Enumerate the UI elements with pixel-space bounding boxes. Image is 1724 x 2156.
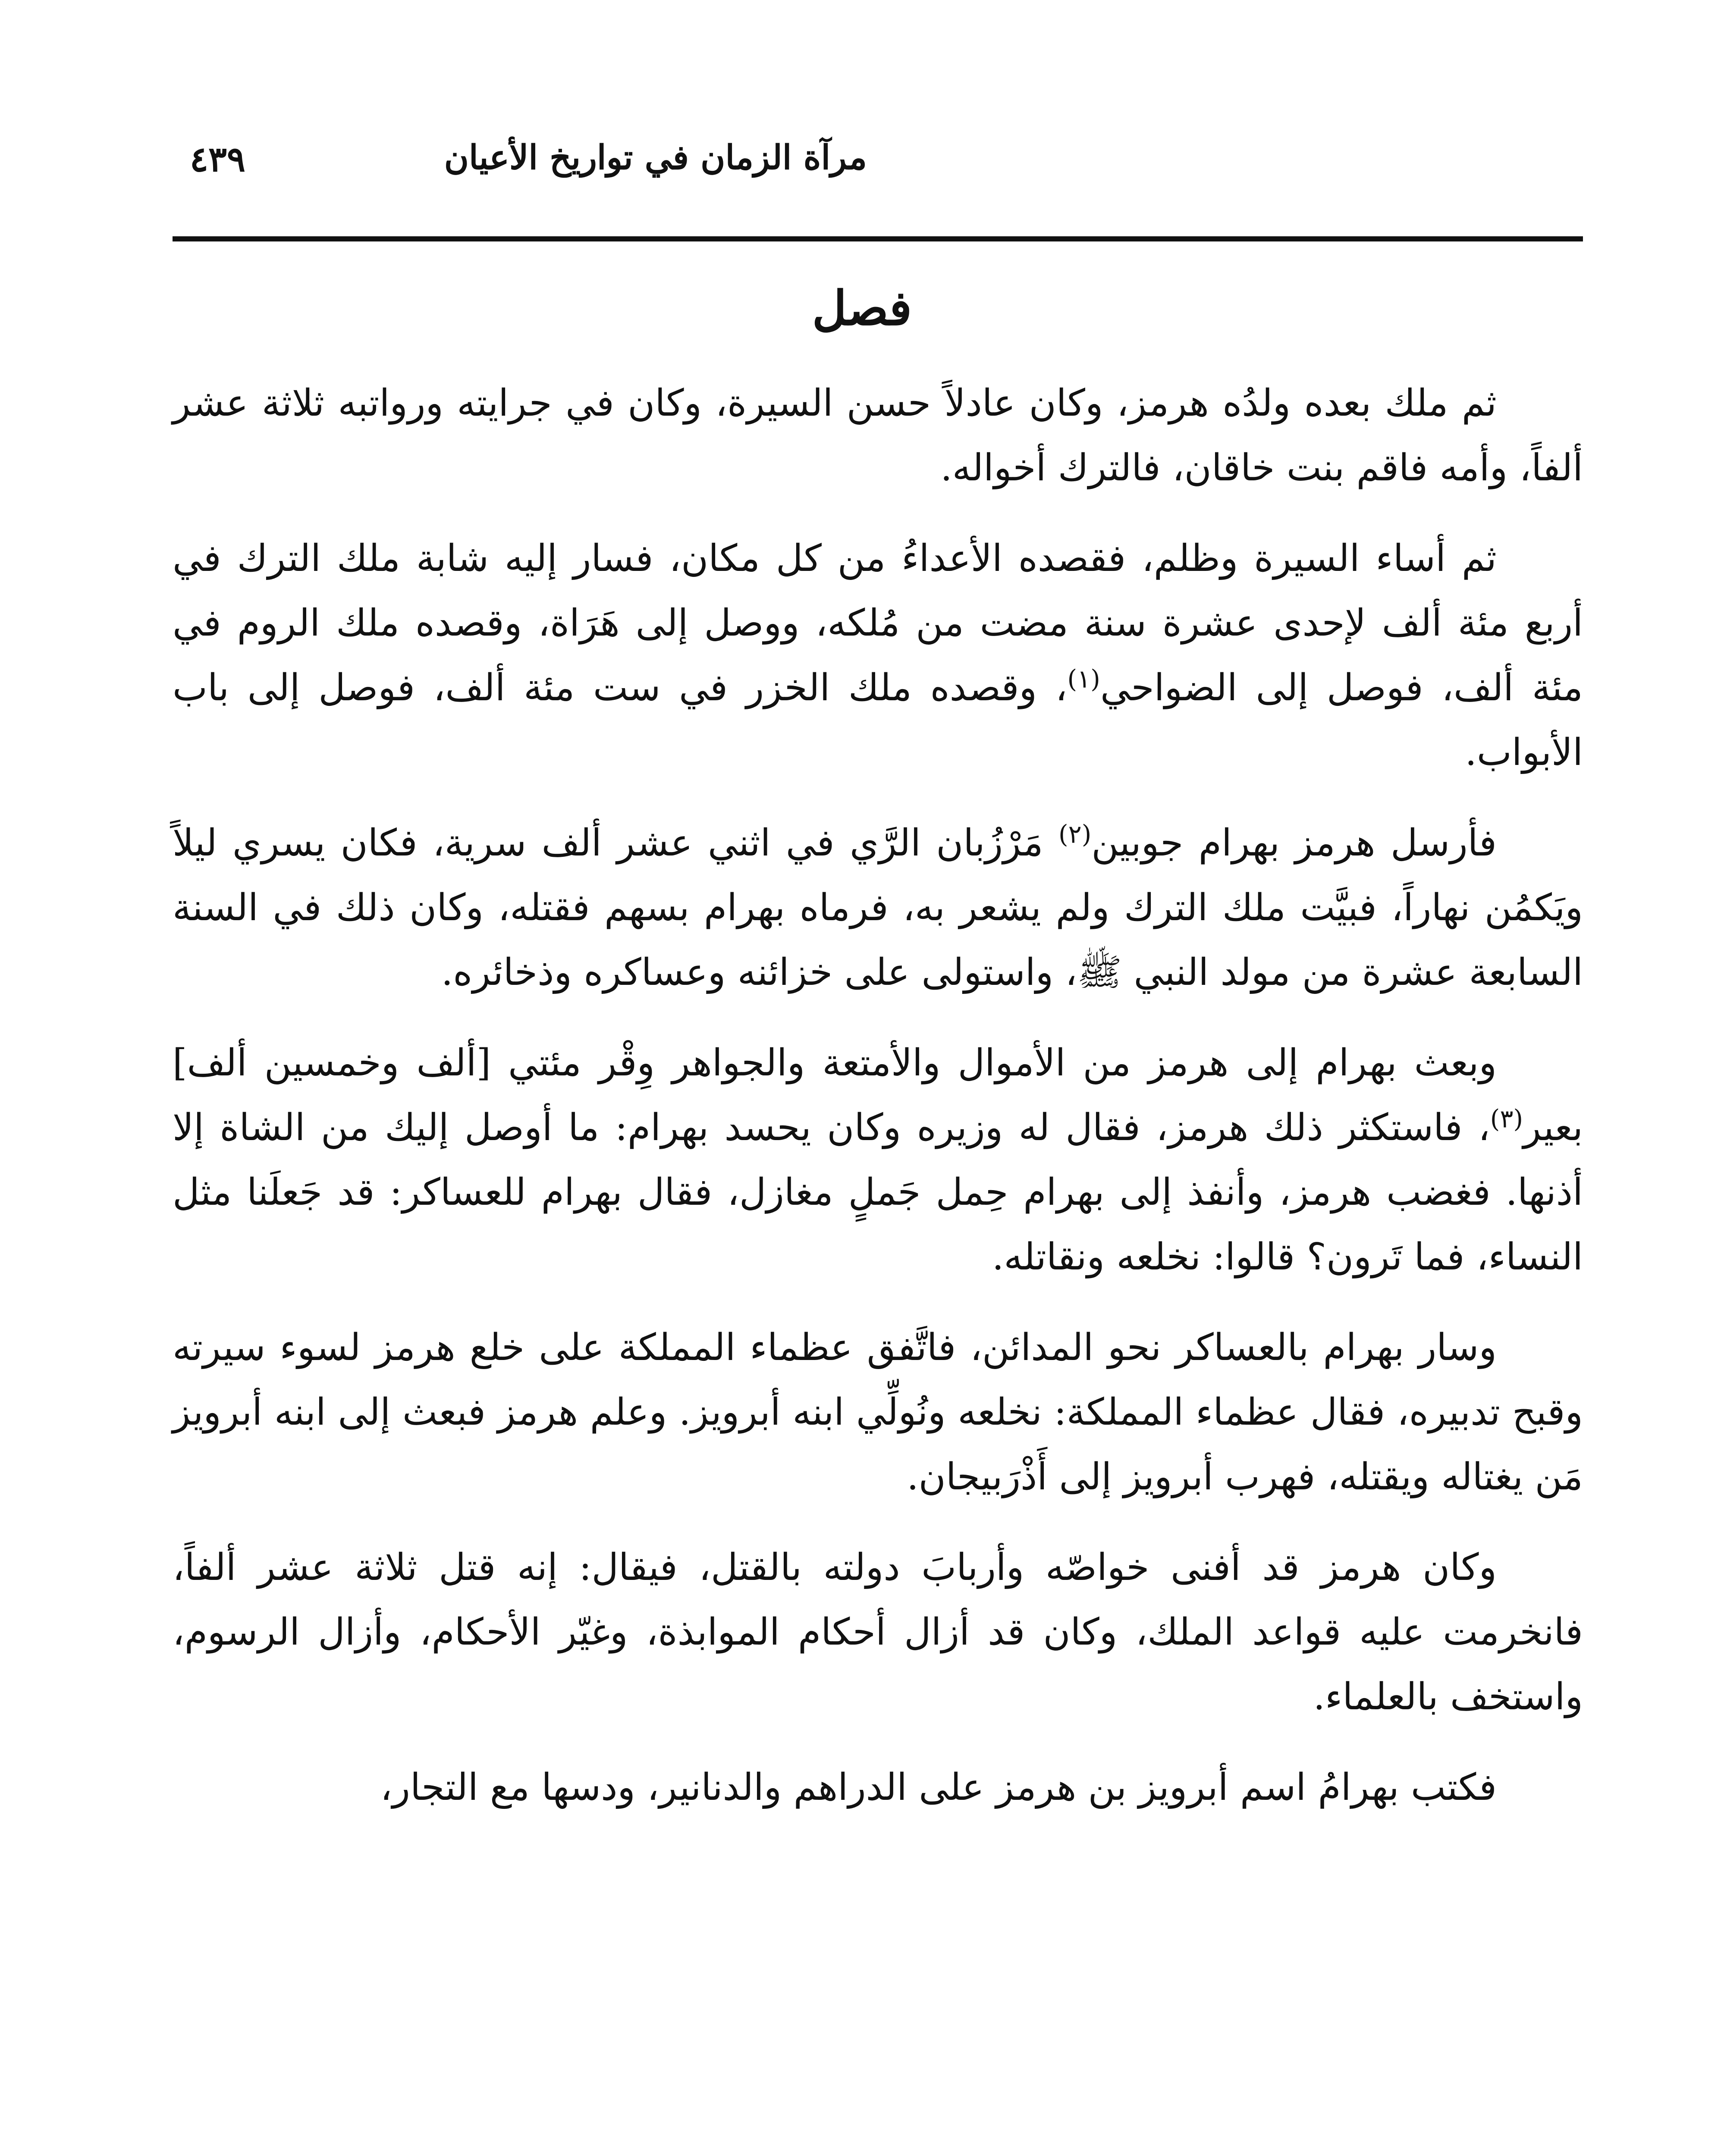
page-number: ٤٣٩ bbox=[190, 139, 245, 179]
section-title: فصل bbox=[812, 280, 912, 336]
paragraph-text: وسار بهرام بالعساكر نحو المدائن، فاتَّفق عظماء المملكة على خلع هرمز لسوء سيرته وقبح تدبيره، فقال عظماء المملكة: نخلعه ونُولِّي ابنه أبرويز. وعلم هرمز فبعث إلى ابنه أبرويز مَن يغتاله ويقتله، فهرب أبرويز إلى أَذْرَبيجان. bbox=[173, 1326, 1583, 1498]
paragraph bbox=[173, 811, 1583, 1005]
footnote-marker: (٣) bbox=[1490, 1104, 1523, 1134]
header-rule bbox=[173, 236, 1583, 241]
paragraph bbox=[173, 371, 1583, 500]
footnote-marker: (٢) bbox=[1058, 819, 1092, 849]
paragraph bbox=[173, 1535, 1583, 1729]
paragraph bbox=[173, 1315, 1583, 1509]
paragraph bbox=[173, 1755, 1583, 1820]
paragraph-text: مَرْزُبان الرَّي في اثني عشر ألف سرية، فكان يسري ليلاً ويَكمُن نهاراً، فبيَّت ملك الترك ولم يشعر به، فرماه بهرام بسهم فقتله، وكان ذلك في السنة السابعة عشرة من مولد النبي ﷺ، واستولى على خزائنه وعساكره وذخائره. bbox=[173, 821, 1583, 994]
paragraph bbox=[173, 526, 1583, 785]
paragraph-text: وكان هرمز قد أفنى خواصّه وأربابَ دولته بالقتل، فيقال: إنه قتل ثلاثة عشر ألفاً، فانخرمت عليه قواعد الملك، وكان قد أزال أحكام الموابذة، وغيّر الأحكام، وأزال الرسوم، واستخف بالعلماء. bbox=[173, 1546, 1583, 1718]
footnote-marker: (١) bbox=[1067, 664, 1100, 694]
paragraph-text: وبعث بهرام إلى هرمز من الأموال والأمتعة والجواهر وِقْر مئتي [ألف وخمسين ألف] بعير bbox=[173, 1041, 1583, 1149]
paragraph-text: ، وقصده ملك الخزر في ست مئة ألف، فوصل إلى باب الأبواب. bbox=[173, 666, 1583, 774]
paragraph-text: ثم ملك بعده ولدُه هرمز، وكان عادلاً حسن السيرة، وكان في جرايته ورواتبه ثلاثة عشر ألفاً، وأمه فاقم بنت خاقان، فالترك أخواله. bbox=[173, 382, 1583, 489]
paragraph-text: ، فاستكثر ذلك هرمز، فقال له وزيره وكان يحسد بهرام: ما أوصل إليك من الشاة إلا أذنها. فغضب هرمز، وأنفذ إلى بهرام حِمل جَملٍ مغازل، فقال بهرام للعساكر: قد جَعلَنا مثل النساء، فما تَرون؟ قالوا: نخلعه ونقاتله. bbox=[173, 1106, 1583, 1279]
paragraph-text: ثم أساء السيرة وظلم، فقصده الأعداءُ من كل مكان، فسار إليه شابة ملك الترك في أربع مئة ألف لإحدى عشرة سنة مضت من مُلكه، ووصل إلى هَرَاة، وقصده ملك الروم في مئة ألف، فوصل إلى الضواحي bbox=[173, 537, 1583, 709]
main-text bbox=[173, 371, 1583, 1846]
paragraph-text: فكتب بهرامُ اسم أبرويز بن هرمز على الدراهم والدنانير، ودسها مع التجار، bbox=[380, 1766, 1497, 1809]
page-header bbox=[190, 129, 1583, 216]
paragraph bbox=[173, 1031, 1583, 1289]
paragraph-text: فأرسل هرمز بهرام جوبين bbox=[1091, 821, 1497, 865]
running-title: مرآة الزمان في تواريخ الأعيان bbox=[444, 138, 867, 177]
